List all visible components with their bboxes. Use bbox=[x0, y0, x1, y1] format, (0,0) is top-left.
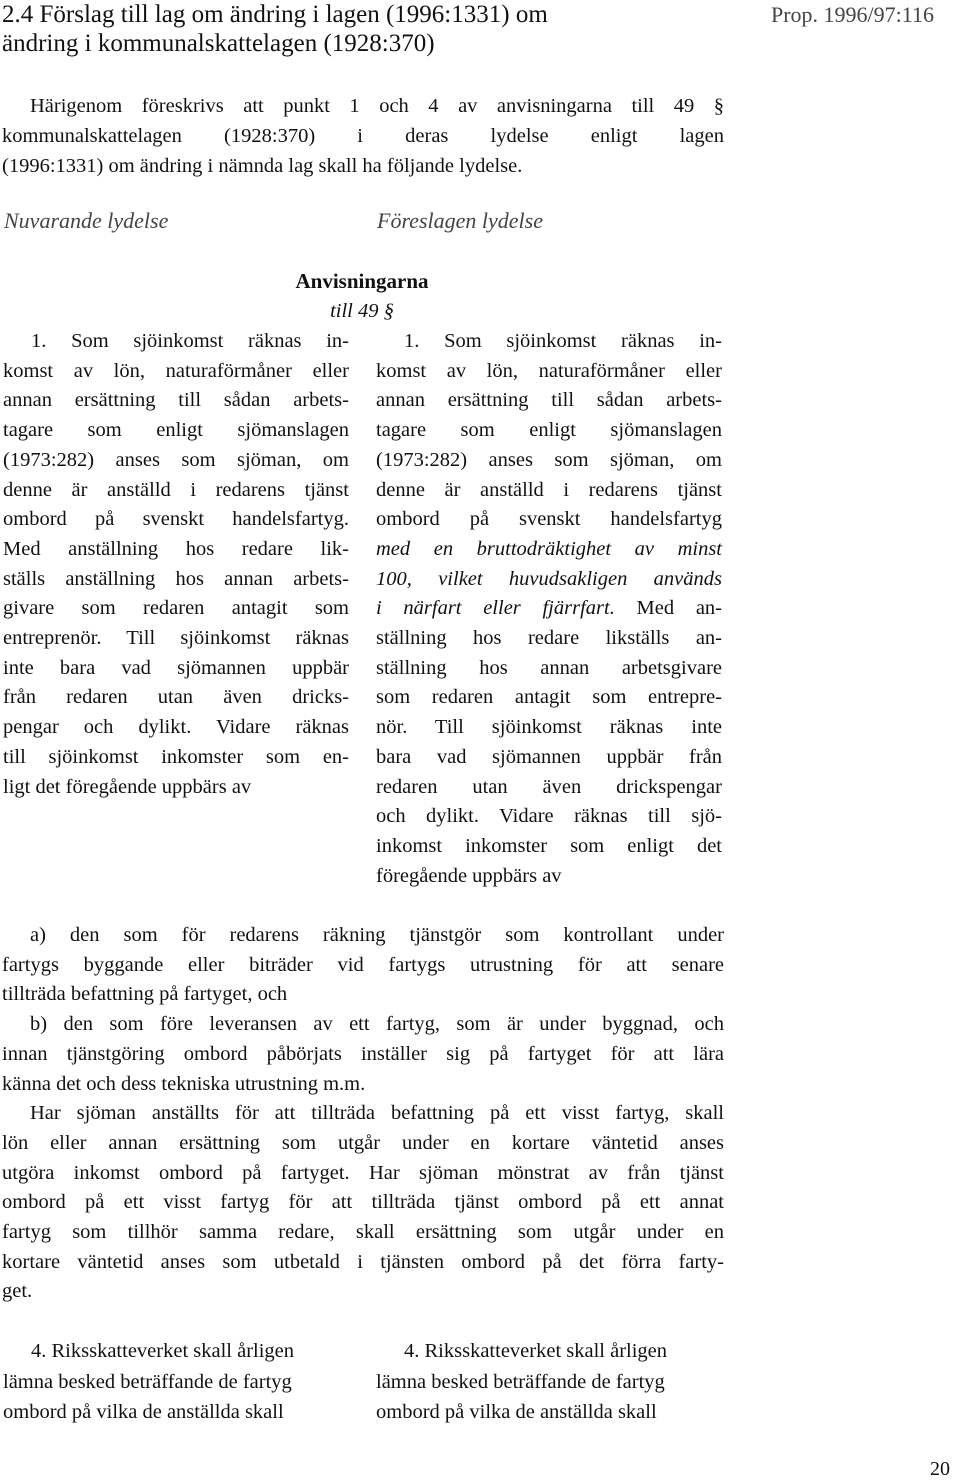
proposition-reference: Prop. 1996/97:116 bbox=[771, 2, 934, 27]
right-line: ställning hos annan arbetsgivare bbox=[376, 656, 722, 679]
right-line-rest: Med an- bbox=[614, 597, 722, 620]
footer-left-line: ombord på vilka de anställda skall bbox=[3, 1401, 284, 1423]
left-line: (1973:282) anses som sjöman, om bbox=[3, 448, 349, 471]
proposed-wording-heading: Föreslagen lydelse bbox=[377, 208, 543, 233]
shared-line: kortare väntetid anses som utbetald i tjänsten ombord på det förra farty- bbox=[2, 1250, 724, 1273]
left-line: Med anställning hos redare lik- bbox=[3, 537, 349, 560]
right-line: och dylikt. Vidare räknas till sjö- bbox=[376, 805, 722, 828]
right-line: komst av lön, naturaförmåner eller bbox=[376, 359, 722, 382]
shared-line: känna det och dess tekniska utrustning m.m. bbox=[2, 1072, 366, 1095]
footer-left-line: 4. Riksskatteverket skall årligen bbox=[31, 1340, 295, 1362]
left-line: entreprenör. Till sjöinkomst räknas bbox=[3, 627, 349, 650]
shared-line: get. bbox=[2, 1280, 33, 1303]
shared-line: b) den som före leveransen av ett fartyg, som är under byggnad, och bbox=[30, 1013, 724, 1036]
footer-current-wording bbox=[3, 1336, 351, 1428]
footer-proposed-wording bbox=[376, 1336, 724, 1428]
right-line: ombord på svenskt handelsfartyg bbox=[376, 508, 722, 531]
left-line: komst av lön, naturaförmåner eller bbox=[3, 359, 349, 382]
footer-right-line: ombord på vilka de anställda skall bbox=[376, 1401, 657, 1423]
shared-line: fartyg som tillhör samma redare, skall ersättning som utgår under en bbox=[2, 1221, 724, 1244]
left-line: denne är anställd i redarens tjänst bbox=[3, 478, 349, 501]
page-number: 20 bbox=[930, 1458, 950, 1480]
shared-line: ombord på ett visst fartyg för att tillträda tjänst ombord på ett annat bbox=[2, 1191, 724, 1214]
proposed-wording-column bbox=[376, 327, 722, 891]
left-line: tagare som enligt sjömanslagen bbox=[3, 419, 349, 442]
lead-line: kommunalskattelagen (1928:370) i deras lydelse enligt lagen bbox=[2, 125, 724, 147]
right-line-amended: 100, vilket huvudsakligen används bbox=[376, 567, 722, 590]
left-line: inte bara vad sjömannen uppbär bbox=[3, 656, 349, 679]
right-line: 1. Som sjöinkomst räknas in- bbox=[404, 330, 722, 352]
current-wording-heading: Nuvarande lydelse bbox=[4, 208, 169, 233]
title-line: ändring i kommunalskattelagen (1928:370) bbox=[2, 30, 435, 57]
section-subtitle: till 49 § bbox=[330, 300, 394, 322]
current-wording-column bbox=[3, 327, 349, 802]
shared-line: innan tjänstgöring ombord påbörjats inställer sig på fartyget för att lära bbox=[2, 1042, 724, 1065]
right-line: redaren utan även drickspengar bbox=[376, 775, 722, 798]
right-line: ställning hos redare likställs an- bbox=[376, 627, 722, 650]
right-line-amended: med en bruttodräktighet av minst bbox=[376, 537, 722, 560]
left-line: annan ersättning till sådan arbets- bbox=[3, 389, 349, 412]
footer-right-line: 4. Riksskatteverket skall årligen bbox=[404, 1340, 668, 1362]
right-line: nör. Till sjöinkomst räknas inte bbox=[376, 716, 722, 739]
shared-line: fartygs byggande eller biträder vid fartygs utrustning för att senare bbox=[2, 953, 724, 976]
lead-line: Härigenom föreskrivs att punkt 1 och 4 av anvisningarna till 49 § bbox=[30, 95, 724, 117]
left-line: ställs anställning hos annan arbets- bbox=[3, 567, 349, 590]
left-line: ombord på svenskt handelsfartyg. bbox=[3, 508, 349, 531]
section-title: Anvisningarna bbox=[295, 269, 429, 293]
right-line: denne är anställd i redarens tjänst bbox=[376, 478, 722, 501]
right-line-amended-part: i närfart eller fjärrfart. bbox=[376, 597, 615, 620]
left-line: från redaren utan även dricks- bbox=[3, 686, 349, 709]
lead-paragraph bbox=[2, 91, 724, 181]
shared-line: lön eller annan ersättning som utgår under en kortare väntetid anses bbox=[2, 1131, 724, 1154]
left-line: till sjöinkomst inkomster som en- bbox=[3, 745, 349, 768]
right-line: tagare som enligt sjömanslagen bbox=[376, 419, 722, 442]
right-line: (1973:282) anses som sjöman, om bbox=[376, 448, 722, 471]
right-line: föregående uppbärs av bbox=[376, 864, 562, 887]
shared-line: utgöra inkomst ombord på fartyget. Har sjöman mönstrat av från tjänst bbox=[2, 1161, 724, 1184]
footer-left-line: lämna besked beträffande de fartyg bbox=[3, 1370, 292, 1393]
left-line: givare som redaren antagit som bbox=[3, 597, 349, 620]
left-line: 1. Som sjöinkomst räknas in- bbox=[31, 330, 349, 352]
left-line: ligt det föregående uppbärs av bbox=[3, 775, 252, 798]
title-line: 2.4 Förslag till lag om ändring i lagen (1996:1331) om bbox=[2, 1, 548, 28]
right-line: inkomst inkomster som enligt det bbox=[376, 834, 722, 857]
shared-text-block bbox=[2, 921, 724, 1307]
right-line-mixed bbox=[376, 594, 722, 624]
right-line: annan ersättning till sådan arbets- bbox=[376, 389, 722, 412]
shared-line: tillträda befattning på fartyget, och bbox=[2, 983, 288, 1006]
footer-right-line: lämna besked beträffande de fartyg bbox=[376, 1370, 665, 1393]
right-line: bara vad sjömannen uppbär från bbox=[376, 745, 722, 768]
shared-line: a) den som för redarens räkning tjänstgör som kontrollant under bbox=[30, 924, 724, 946]
left-line: pengar och dylikt. Vidare räknas bbox=[3, 716, 349, 739]
shared-line: Har sjöman anställts för att tillträda befattning på ett visst fartyg, skall bbox=[30, 1102, 724, 1125]
document-title bbox=[2, 0, 702, 58]
lead-line: (1996:1331) om ändring i nämnda lag skall ha följande lydelse. bbox=[2, 155, 523, 177]
right-line: som redaren antagit som entrepre- bbox=[376, 686, 722, 709]
